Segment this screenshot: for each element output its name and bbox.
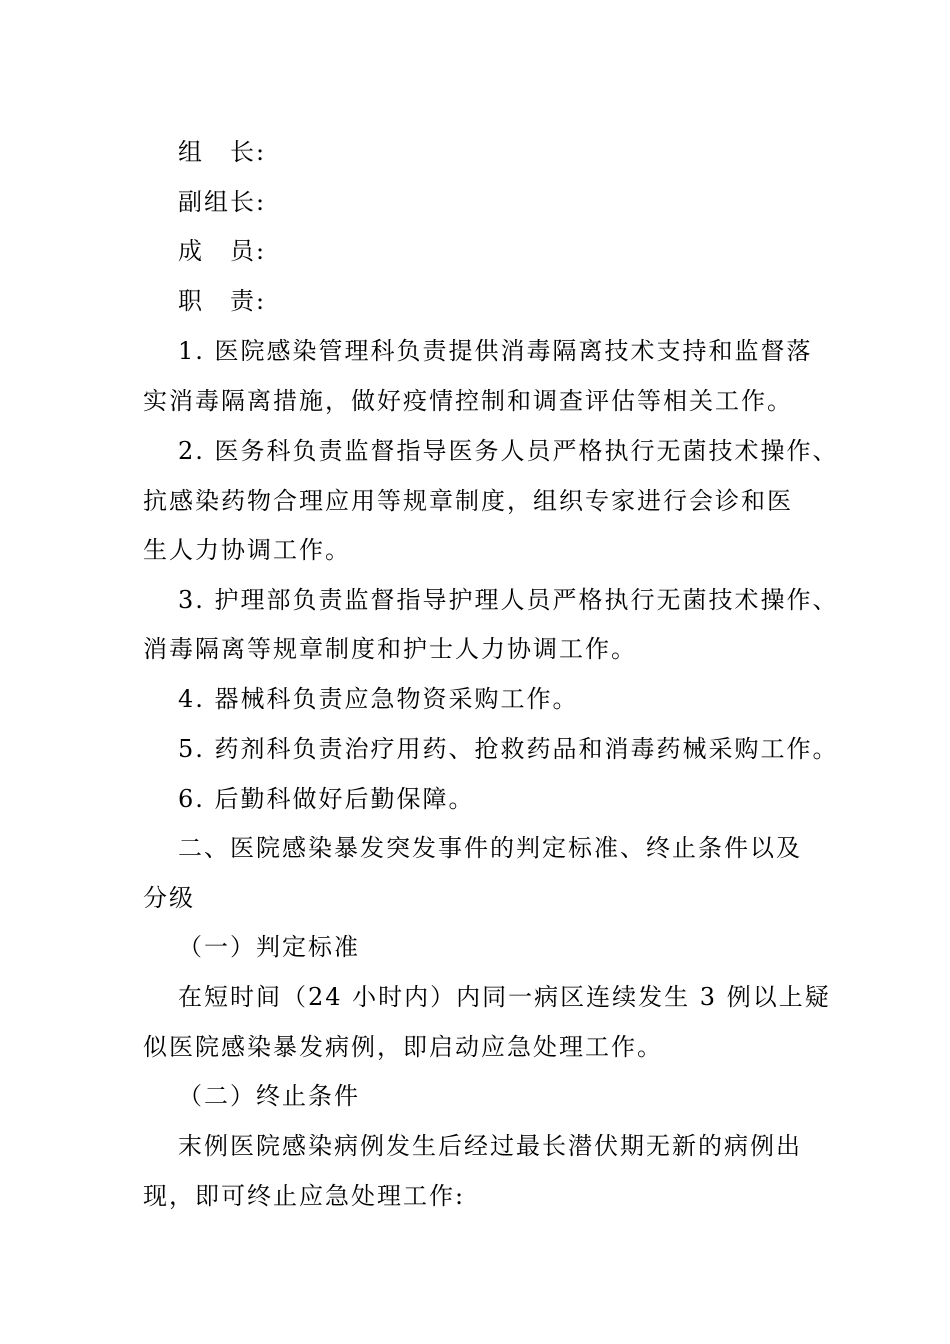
duty-3-line-2: 消毒隔离等规章制度和护士人力协调工作。 — [143, 635, 637, 663]
duty-2-line-2: 抗感染药物合理应用等规章制度，组织专家进行会诊和医 — [143, 487, 793, 515]
section-2-heading-line-2: 分级 — [143, 884, 195, 912]
duty-6: 6. 后勤科做好后勤保障。 — [178, 785, 475, 813]
termination-line-1: 末例医院感染病例发生后经过最长潜伏期无新的病例出 — [178, 1132, 802, 1160]
duties-label: 职 责: — [178, 287, 267, 315]
criteria-line-1: 在短时间（24 小时内）内同一病区连续发生 3 例以上疑 — [178, 983, 831, 1011]
duty-4: 4. 器械科负责应急物资采购工作。 — [178, 685, 579, 713]
criteria-line-2: 似医院感染暴发病例，即启动应急处理工作。 — [143, 1033, 663, 1061]
members-label: 成 员: — [178, 237, 267, 265]
subsection-2-heading: （二）终止条件 — [178, 1082, 360, 1110]
section-2-heading-line-1: 二、医院感染暴发突发事件的判定标准、终止条件以及 — [178, 834, 802, 862]
duty-5: 5. 药剂科负责治疗用药、抢救药品和消毒药械采购工作。 — [178, 735, 839, 763]
duty-1-line-2: 实消毒隔离措施，做好疫情控制和调查评估等相关工作。 — [143, 387, 793, 415]
duty-2-line-3: 生人力协调工作。 — [143, 536, 351, 564]
termination-line-2: 现，即可终止应急处理工作: — [143, 1182, 466, 1210]
subsection-1-heading: （一）判定标准 — [178, 933, 360, 961]
team-leader-label: 组 长: — [178, 138, 267, 166]
duty-2-line-1: 2. 医务科负责监督指导医务人员严格执行无菌技术操作、 — [178, 437, 839, 465]
duty-1-line-1: 1. 医院感染管理科负责提供消毒隔离技术支持和监督落 — [178, 337, 813, 365]
duty-3-line-1: 3. 护理部负责监督指导护理人员严格执行无菌技术操作、 — [178, 586, 839, 614]
deputy-leader-label: 副组长: — [178, 188, 267, 216]
